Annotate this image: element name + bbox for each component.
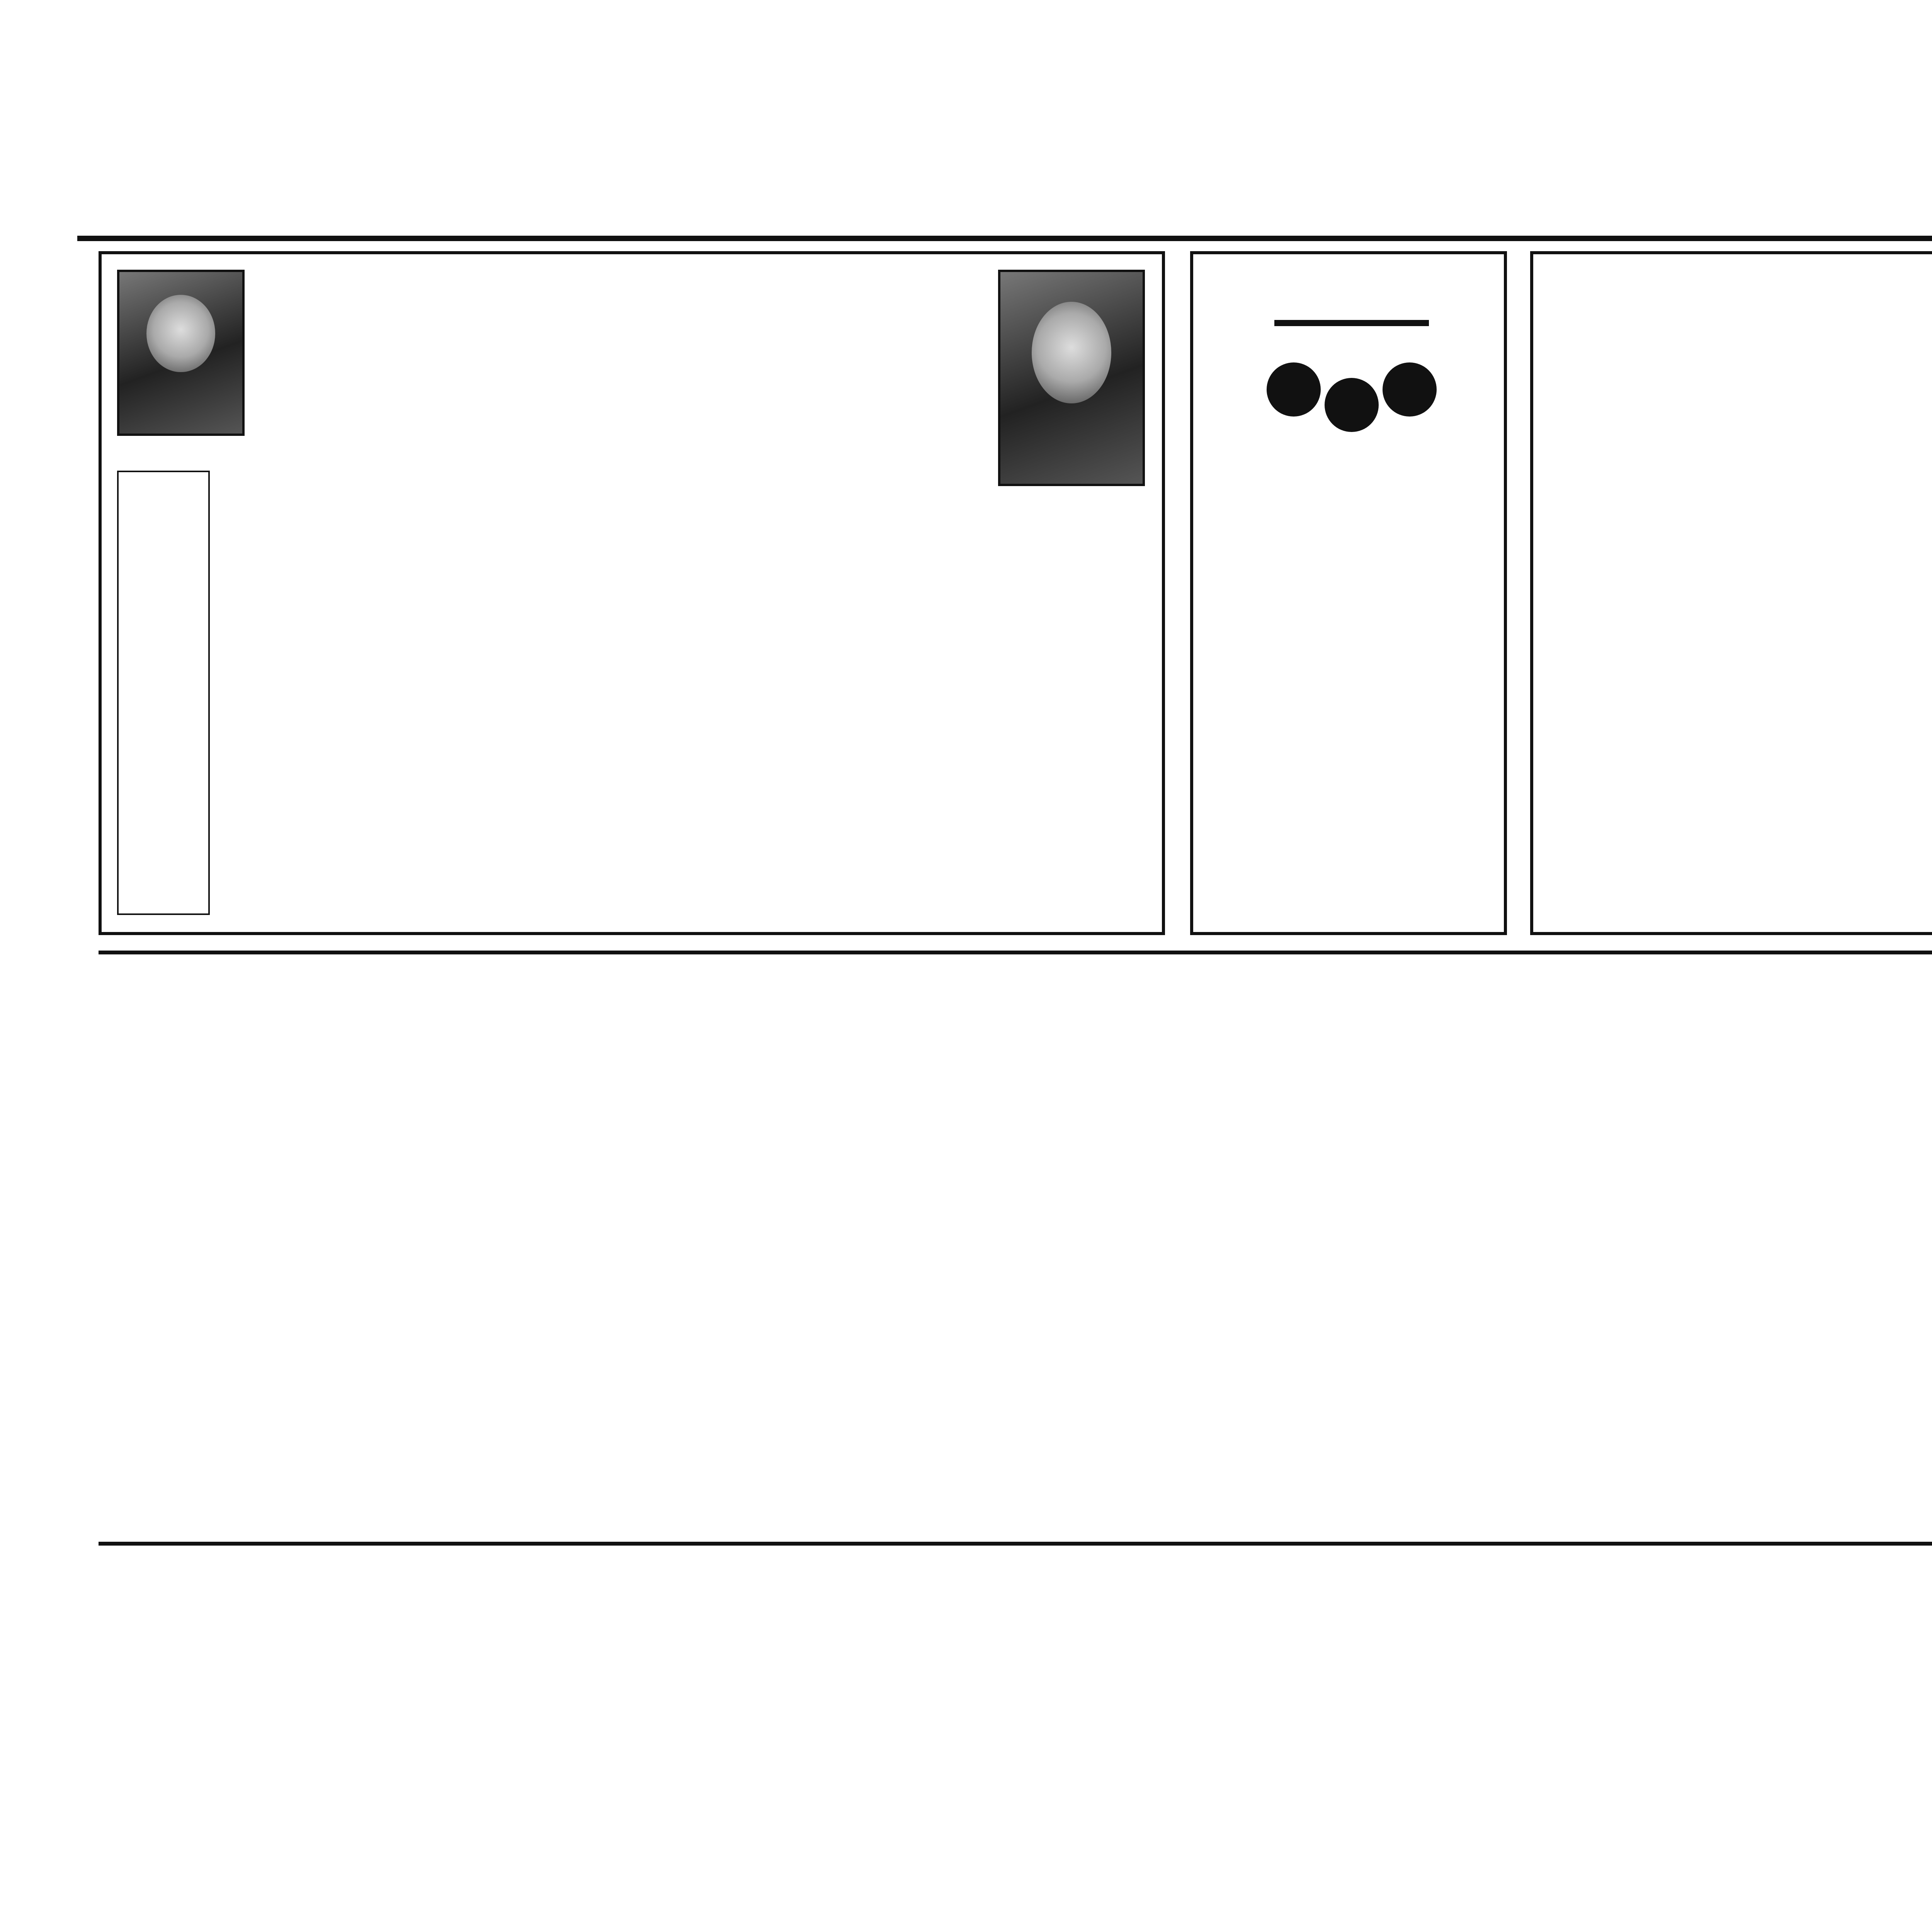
article-painting <box>406 962 1325 1534</box>
realty-ad <box>99 251 1165 935</box>
masthead-rule <box>77 236 1932 241</box>
article-art-film <box>1669 1553 1932 1932</box>
bookstore-book-list <box>1556 270 1932 610</box>
pawn-balls-icon <box>1251 320 1452 428</box>
article-anniversary <box>1121 1553 1658 1932</box>
article-immigration <box>99 962 400 1534</box>
article-party-election <box>1341 962 1932 1534</box>
agent-photo-left <box>117 270 245 436</box>
article-soccer <box>99 1553 1111 1932</box>
realty-listings <box>225 505 990 923</box>
insurance-agent-box <box>117 471 210 915</box>
bookstore-ad <box>1530 251 1932 935</box>
section-rule <box>99 951 1932 954</box>
soccer-standings-table <box>106 1553 388 1932</box>
section-rule <box>99 1542 1932 1546</box>
pawn-ad <box>1190 251 1507 935</box>
agent-photo-right <box>998 270 1145 486</box>
